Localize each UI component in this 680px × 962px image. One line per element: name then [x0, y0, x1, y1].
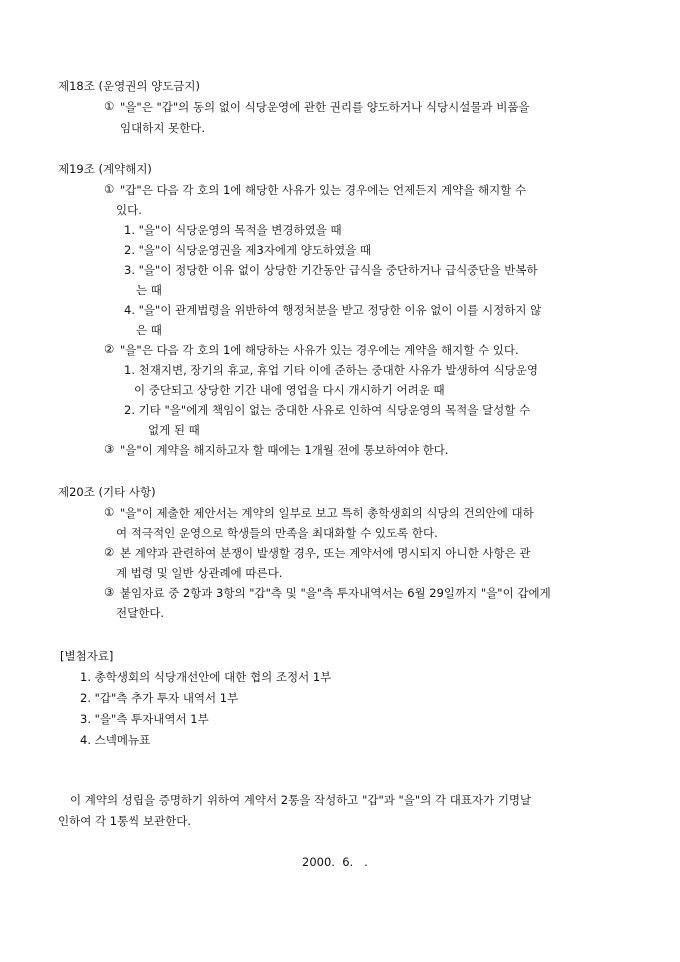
article-20-item-2-marker: ②	[104, 545, 115, 559]
article-19-item-2-sub-1-line-1: 1. 천재지변, 장기의 휴교, 휴업 기타 이에 준하는 중대한 사유가 발생하여 식당운영	[124, 363, 538, 377]
article-19-title: 제19조 (계약해지)	[58, 162, 152, 176]
attachment-item-3: 3. "을"측 투자내역서 1부	[80, 712, 209, 726]
article-20-item-1-line-1: "을"이 제출한 제안서는 계약의 일부로 보고 특히 총학생회의 식당의 건의안에 대하	[120, 506, 534, 520]
article-19-item-1-marker: ①	[104, 182, 115, 196]
article-19-item-1-sub-4-line-1: 4. "을"이 관계법령을 위반하여 행정처분을 받고 정당한 이유 없이 이를 시정하지 않	[124, 303, 542, 317]
closing-line-2: 인하여 각 1통씩 보관한다.	[58, 814, 192, 828]
article-19-item-1-sub-3-line-1: 3. "을"이 정당한 이유 없이 상당한 기간동안 급식을 중단하거나 급식중단을 반복하	[124, 263, 538, 277]
article-18-item-1-marker: ①	[104, 99, 115, 113]
attachment-item-2: 2. "갑"측 추가 투자 내역서 1부	[80, 691, 239, 705]
contract-date: 2000. 6. .	[302, 855, 368, 869]
article-20-item-1-line-2: 여 적극적인 운영으로 학생들의 만족을 최대화할 수 있도록 한다.	[116, 526, 438, 540]
article-19-item-3-line-1: "을"이 계약을 해지하고자 할 때에는 1개월 전에 통보하여야 한다.	[120, 443, 449, 457]
article-19-item-1-line-1: "갑"은 다음 각 호의 1에 해당한 사유가 있는 경우에는 언제든지 계약을 해지할 수	[120, 183, 527, 197]
article-19-item-2-line-1: "을"은 다음 각 호의 1에 해당하는 사유가 있는 경우에는 계약을 해지할 수 있다.	[120, 343, 519, 357]
article-18-item-1-line-2: 임대하지 못한다.	[120, 121, 206, 135]
attachment-item-4: 4. 스넥메뉴표	[80, 733, 151, 747]
article-19-item-1-sub-1: 1. "을"이 식당운영의 목적을 변경하였을 때	[124, 223, 342, 237]
article-19-item-2-sub-2-line-2: 없게 된 때	[148, 423, 200, 437]
article-20-item-2-line-1: 본 계약과 관련하여 분쟁이 발생할 경우, 또는 계약서에 명시되지 아니한 사항은 관	[120, 546, 531, 560]
article-19-item-3-marker: ③	[104, 442, 115, 456]
attachments-heading: [별첨자료]	[60, 649, 114, 663]
article-19-item-2-marker: ②	[104, 342, 115, 356]
article-20-item-3-marker: ③	[104, 585, 115, 599]
article-19-item-2-sub-1-line-2: 이 중단되고 상당한 기간 내에 영업을 다시 개시하기 어려운 때	[134, 383, 445, 397]
article-18-title: 제18조 (운영권의 양도금지)	[58, 79, 201, 93]
article-19-item-1-sub-4-line-2: 은 때	[136, 323, 162, 337]
article-20-item-1-marker: ①	[104, 505, 115, 519]
article-19-item-2-sub-2-line-1: 2. 기타 "을"에게 책임이 없는 중대한 사유로 인하여 식당운영의 목적을 달성할 수	[124, 403, 531, 417]
article-19-item-1-sub-3-line-2: 는 때	[136, 283, 162, 297]
article-20-item-3-line-1: 붙임자료 중 2항과 3항의 "갑"측 및 "을"측 투자내역서는 6월 29일까지 "을"이 갑에게	[120, 586, 551, 600]
article-19-item-1-line-2: 있다.	[116, 203, 142, 217]
closing-line-1: 이 계약의 성립을 증명하기 위하여 계약서 2통을 작성하고 "갑"과 "을"의 각 대표자가 기명날	[70, 793, 532, 807]
article-20-title: 제20조 (기타 사항)	[58, 485, 156, 499]
article-20-item-3-line-2: 전달한다.	[116, 606, 165, 620]
article-18-item-1-line-1: "을"은 "갑"의 동의 없이 식당운영에 관한 권리를 양도하거나 식당시설물과 비품을	[120, 100, 530, 114]
article-19-item-1-sub-2: 2. "을"이 식당운영권을 제3자에게 양도하였을 때	[124, 243, 372, 257]
attachment-item-1: 1. 총학생회의 식당개선안에 대한 협의 조정서 1부	[80, 670, 332, 684]
article-20-item-2-line-2: 계 법령 및 일반 상관례에 따른다.	[116, 566, 283, 580]
